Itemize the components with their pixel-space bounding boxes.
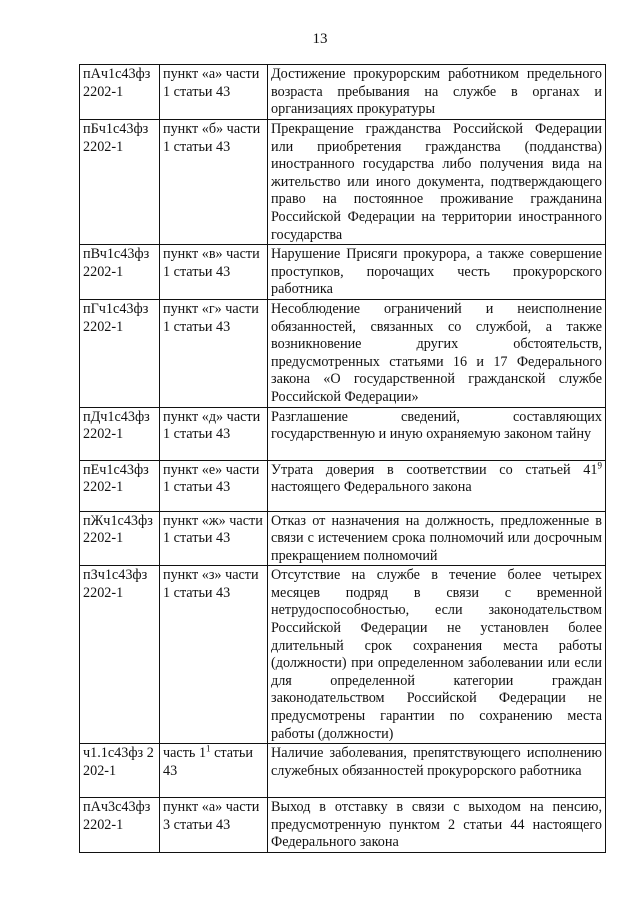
row-article-reference: пункт «а» части 3 статьи 43 xyxy=(160,798,268,853)
row-article-reference: пункт «з» части 1 статьи 43 xyxy=(160,566,268,744)
row-article-reference: пункт «д» части 1 статьи 43 xyxy=(160,407,268,460)
description-text: Утрата доверия в соответствии со статьей 41 xyxy=(271,461,598,478)
row-description: Отказ от назначения на должность, предложенные в связи с истечением срока полномочий или досрочным прекращением полномочий xyxy=(268,511,606,566)
row-code: пДч1с43фз2202-1 xyxy=(80,407,160,460)
part-superscript: 1 xyxy=(206,743,211,754)
row-article-reference: пункт «б» части 1 статьи 43 xyxy=(160,120,268,245)
row-description: Достижение прокурорским работником предельного возраста пребывания на службе в органах и организациях прокуратуры xyxy=(268,65,606,120)
row-code: ч1.1с43фз 2202-1 xyxy=(80,744,160,798)
row-article-reference: пункт «а» части 1 статьи 43 xyxy=(160,65,268,120)
table-row xyxy=(80,65,606,120)
row-article-reference: пункт «г» части 1 статьи 43 xyxy=(160,299,268,407)
row-code: пВч1с43фз2202-1 xyxy=(80,245,160,300)
row-description: Наличие заболевания, препятствующего исполнению служебных обязанностей прокурорского работника xyxy=(268,744,606,798)
row-article-reference: пункт «в» части 1 статьи 43 xyxy=(160,245,268,300)
table-row xyxy=(80,245,606,300)
table-row xyxy=(80,407,606,460)
row-description: Разглашение сведений, составляющих государственную и иную охраняемую законом тайну xyxy=(268,407,606,460)
row-code: пЕч1с43фз 2202-1 xyxy=(80,460,160,511)
description-text-continued: настоящего Федерального закона xyxy=(271,479,472,496)
reference-text-continued: статьи 43 xyxy=(163,745,253,779)
table-row xyxy=(80,120,606,245)
article-superscript: 9 xyxy=(597,459,602,470)
row-description: Отсутствие на службе в течение более четырех месяцев подряд в связи с временной нетрудоспособностью, если законодательством Российской Федерации не установлен более длительный срок сохранения места работы (должности) при определенном заболевании или если для определенной категории граждан законодательством Российской Федерации не предусмотрены гарантии по сохранению места работы (должности) xyxy=(268,566,606,744)
table-row xyxy=(80,744,606,798)
row-description: Несоблюдение ограничений и неисполнение обязанностей, связанных со службой, а также возникновение других обстоятельств, предусмотренных статьями 16 и 17 Федерального закона «О государственной гражданской службе Российской Федерации» xyxy=(268,299,606,407)
row-article-reference: пункт «ж» части 1 статьи 43 xyxy=(160,511,268,566)
table-row xyxy=(80,566,606,744)
row-description: Нарушение Присяги прокурора, а также совершение проступков, порочащих честь прокурорского работника xyxy=(268,245,606,300)
row-code: пАч1с43фз2202-1 xyxy=(80,65,160,120)
row-article-reference xyxy=(160,744,268,798)
table-row xyxy=(80,511,606,566)
row-code: пБч1с43фз 2202-1 xyxy=(80,120,160,245)
table-row xyxy=(80,299,606,407)
row-description: Выход в отставку в связи с выходом на пенсию, предусмотренную пунктом 2 статьи 44 настоящего Федерального закона xyxy=(268,798,606,853)
row-code: пГч1с43фз 2202-1 xyxy=(80,299,160,407)
row-code: пЖч1с43фз 2202-1 xyxy=(80,511,160,566)
table-row xyxy=(80,460,606,511)
row-code: пЗч1с43фз 2202-1 xyxy=(80,566,160,744)
dismissal-grounds-table xyxy=(79,64,606,853)
table-row xyxy=(80,798,606,853)
row-description xyxy=(268,460,606,511)
row-article-reference: пункт «е» части 1 статьи 43 xyxy=(160,460,268,511)
page-number: 13 xyxy=(312,31,328,47)
row-code: пАч3с43фз2202-1 xyxy=(80,798,160,853)
row-description: Прекращение гражданства Российской Федерации или приобретения гражданства (подданства) иностранного государства либо получения вида на жительство или иного документа, подтверждающего право на постоянное проживание гражданина Российской Федерации на территории иностранного государства xyxy=(268,120,606,245)
reference-text: часть 1 xyxy=(163,745,207,762)
